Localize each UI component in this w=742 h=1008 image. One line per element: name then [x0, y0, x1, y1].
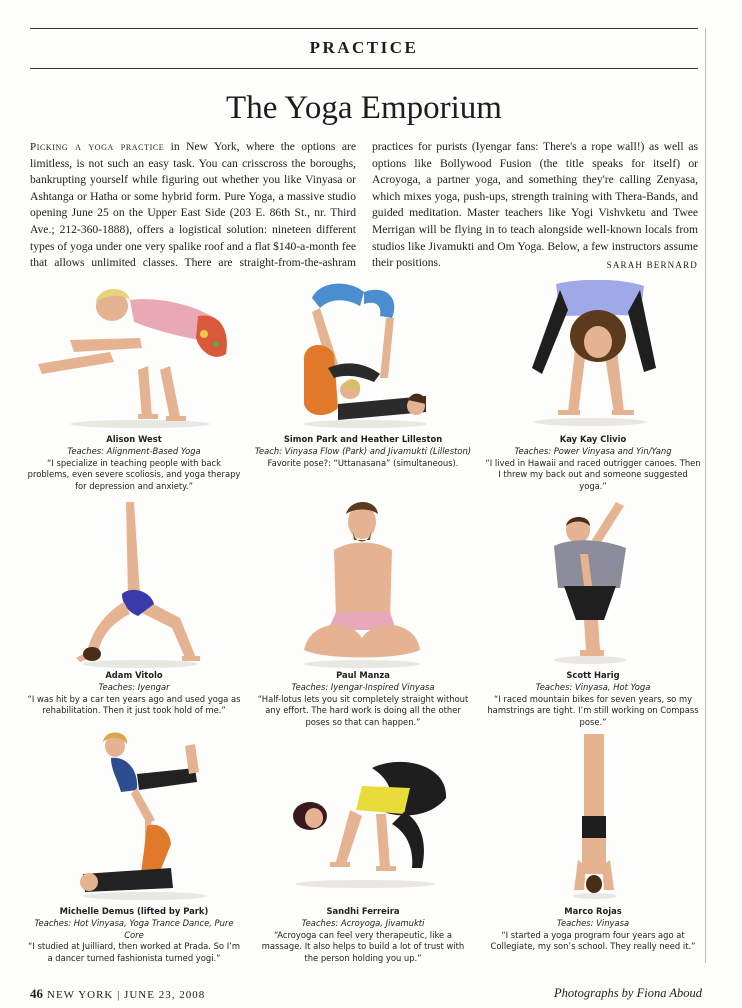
- instructor-teaches: Teaches: Vinyasa, Hot Yoga: [535, 681, 651, 692]
- caption-adam-vitolo: [25, 670, 243, 717]
- caption-michelle-demus: [25, 906, 243, 965]
- instructor-name: Sandhi Ferreira: [326, 906, 400, 916]
- instructor-quote: “Acroyoga can feel very therapeutic, like a massage. It also helps to build a lot of trust with the person holding you up.”: [261, 929, 465, 964]
- instructor-name: Alison West: [106, 434, 162, 444]
- caption-marco-rojas: [484, 906, 702, 953]
- intro-lead: Picking a yoga practice: [30, 141, 165, 153]
- instructor-quote: “I raced mountain bikes for seven years, so my hamstrings are tight. I’m still working on Compass pose.”: [487, 693, 699, 728]
- instructor-teaches: Teaches: Acroyoga, Jivamukti: [301, 917, 425, 928]
- instructor-teaches: Teaches: Iyengar-Inspired Vinyasa: [291, 681, 435, 692]
- section-label: PRACTICE: [309, 38, 419, 57]
- caption-sandhi-ferreira: [254, 906, 472, 965]
- instructor-quote: “I studied at Juilliard, then worked at Prada. So I’m a dancer turned fashionista turned yogi.”: [28, 941, 240, 964]
- instructor-teaches: Teach: Vinyasa Flow (Park) and Jivamukti (Lilleston): [254, 445, 472, 456]
- caption-paul-manza: [254, 670, 472, 729]
- top-rule: [30, 28, 698, 29]
- instructor-name: Paul Manza: [336, 670, 390, 680]
- instructor-name: Simon Park and Heather Lilleston: [283, 434, 443, 444]
- byline: SARAH BERNARD: [606, 260, 698, 271]
- instructor-name: Michelle Demus (lifted by Park): [59, 906, 209, 916]
- instructor-teaches: Teaches: Vinyasa: [556, 917, 630, 928]
- photo-park-lilleston: [290, 278, 440, 428]
- issue-line: NEW YORK | JUNE 23, 2008: [47, 989, 206, 1001]
- instructor-name: Marco Rojas: [564, 906, 622, 916]
- photo-sandhi-ferreira: [280, 758, 450, 888]
- instructor-name: Kay Kay Clivio: [559, 434, 627, 444]
- instructor-teaches: Teaches: Alignment-Based Yoga: [67, 445, 201, 456]
- instructor-quote: Favorite pose?: “Uttanasana” (simultaneous).: [267, 457, 459, 468]
- instructor-teaches: Teaches: Power Vinyasa and Yin/Yang: [514, 445, 672, 456]
- headline: The Yoga Emporium: [226, 90, 502, 126]
- photo-marco-rojas: [570, 732, 620, 900]
- photo-alison-west: [30, 282, 235, 430]
- caption-scott-harig: [484, 670, 702, 729]
- instructor-name: Adam Vitolo: [105, 670, 163, 680]
- photo-adam-vitolo: [70, 498, 210, 668]
- instructor-quote: “I specialize in teaching people with back problems, even severe scoliosis, and yoga therapy for depression and anxiety.”: [27, 457, 241, 492]
- photo-paul-manza: [300, 500, 425, 668]
- instructor-quote: “I lived in Hawaii and raced outrigger canoes. Then I threw my back out and someone suggested yoga.”: [485, 457, 701, 492]
- intro-body: in New York, where the options are limitless, is not such an easy task. You can crisscross the boroughs, bankrupting yourself while figuring out whether you like Vinyasa or Ashtanga or Hatha or some hybrid form. Pure Yoga, a massive studio opening June 25 on the Upper East Side (203 E. 86th St., nr. Third Ave.; 212-360-1888), offers a logistical solution: nineteen different types of yoga under one very spalike roof and a flat $140-a-month fee that allows unlimited classes. There are straight-from-the-ashram practices for purists (Iyengar fans: There's a rope wall!) as well as options like Bollywood Fusion (the title speaks for itself) or Acroyoga, a partner yoga, and something they're calling Zenyasa, which mixes yoga, push-ups, strength training with Thera-Bands, and guided meditation. Master teachers like Yogi Vishvketu and Twee Merrigan will be flying in to teach alongside well-known locals from studios like Jivamukti and Om Yoga. Below, a few instructors assume their positions.: [30, 140, 698, 270]
- page-number: 46: [30, 986, 43, 1001]
- caption-park-lilleston: [254, 434, 472, 469]
- photo-michelle-demus: [75, 728, 225, 900]
- instructor-teaches: Teaches: Iyengar: [98, 681, 170, 692]
- instructor-quote: “I started a yoga program four years ago at Collegiate, my son’s school. They really need it.”: [490, 929, 696, 952]
- caption-kay-kay-clivio: [484, 434, 702, 493]
- photo-credit: Photographs by Fiona Aboud: [553, 986, 702, 1000]
- section-rule: [30, 68, 698, 69]
- photo-scott-harig: [540, 500, 635, 665]
- footer-folio: [30, 986, 205, 1002]
- instructor-quote: “Half-lotus lets you sit completely straight without any effort. The hard work is doing all the other poses so that can happen.”: [257, 693, 469, 728]
- instructor-teaches: Teaches: Hot Vinyasa, Yoga Trance Dance, Pure Core: [34, 917, 234, 940]
- photo-kay-kay-clivio: [520, 280, 660, 428]
- column-rule: [705, 28, 706, 963]
- instructor-name: Scott Harig: [566, 670, 620, 680]
- instructor-quote: “I was hit by a car ten years ago and used yoga as rehabilitation. Then it just took hold of me.”: [27, 693, 241, 716]
- intro-text: [30, 139, 698, 274]
- caption-alison-west: [25, 434, 243, 493]
